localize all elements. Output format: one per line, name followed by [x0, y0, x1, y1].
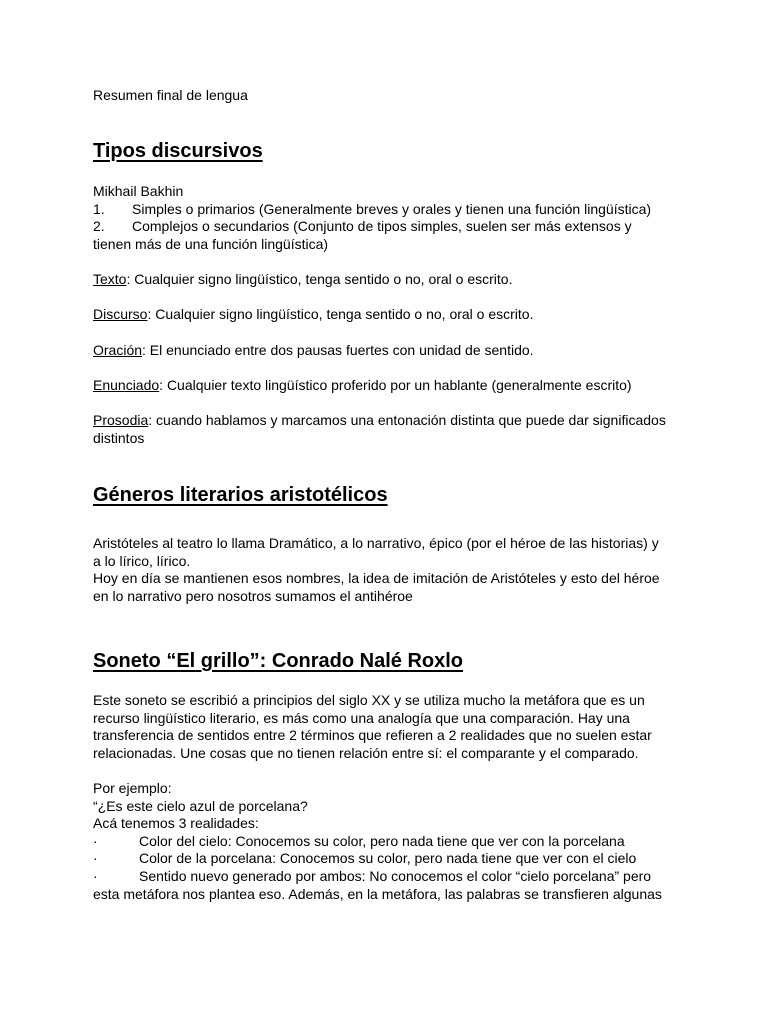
- definition-text: : Cualquier texto lingüístico proferido por un hablante (generalmente escrito): [159, 377, 632, 393]
- definition-texto: [93, 271, 683, 289]
- definition-text: : cuando hablamos y marcamos una entonación distinta que puede dar significados: [148, 412, 666, 428]
- paragraph-line: Acá tenemos 3 realidades:: [93, 815, 259, 832]
- list-item: [93, 201, 683, 219]
- heading-tipos-discursivos: Tipos discursivos: [93, 140, 263, 162]
- definition-text: : Cualquier signo lingüístico, tenga sentido o no, oral o escrito.: [126, 271, 513, 287]
- list-text: Complejos o secundarios (Conjunto de tipos simples, suelen ser más extensos y: [132, 218, 632, 235]
- definition-text: : Cualquier signo lingüístico, tenga sentido o no, oral o escrito.: [147, 306, 534, 322]
- bullet-mark: ·: [93, 867, 98, 884]
- bullet-item: [93, 850, 683, 868]
- definition-discurso: [93, 306, 683, 324]
- tipos-body: [93, 183, 683, 253]
- paragraph-line: relacionadas. Une cosas que no tienen relación entre sí: el comparante y el comparado.: [93, 744, 639, 761]
- paragraph-line: transferencia de sentidos entre 2 términos que refieren a 2 realidades que no suelen estar: [93, 727, 652, 744]
- definition-enunciado: [93, 377, 683, 395]
- heading-generos-literarios: Géneros literarios aristotélicos: [93, 484, 388, 506]
- author-name: Mikhail Bakhin: [93, 183, 184, 199]
- bullet-mark: ·: [93, 832, 98, 849]
- paragraph-line: Hoy en día se mantienen esos nombres, la idea de imitación de Aristóteles y esto del héroe: [93, 570, 660, 587]
- paragraph-line: Este soneto se escribió a principios del siglo XX y se utiliza mucho la metáfora que es un: [93, 692, 645, 708]
- list-item-continuation: tienen más de una función lingüística): [93, 235, 329, 252]
- term-prosodia: Prosodia: [93, 412, 149, 428]
- bullet-item: [93, 868, 683, 886]
- soneto-intro-paragraph: [93, 692, 683, 762]
- term-texto: Texto: [93, 271, 127, 287]
- paragraph-line: recurso lingüístico literario, es más como una analogía que una comparación. Hay una: [93, 709, 630, 726]
- term-enunciado: Enunciado: [93, 377, 160, 393]
- definition-continuation: distintos: [93, 429, 145, 446]
- bullet-text: Sentido nuevo generado por ambos: No conocemos el color “cielo porcelana” pero: [139, 867, 652, 884]
- term-discurso: Discurso: [93, 306, 148, 322]
- generos-paragraph: [93, 535, 683, 605]
- paragraph-line: en lo narrativo pero nosotros sumamos el antihéroe: [93, 587, 413, 604]
- term-oracion: Oración: [93, 342, 143, 358]
- soneto-example: [93, 780, 683, 903]
- definition-oracion: [93, 342, 683, 360]
- definition-text: : El enunciado entre dos pausas fuertes con unidad de sentido.: [142, 342, 534, 358]
- paragraph-line: “¿Es este cielo azul de porcelana?: [93, 797, 308, 814]
- list-text: Simples o primarios (Generalmente breves y orales y tienen una función lingüística): [132, 200, 652, 217]
- definition-line: [93, 412, 683, 430]
- paragraph-line: a lo lírico, lírico.: [93, 552, 191, 569]
- paragraph-line: Aristóteles al teatro lo llama Dramático, a lo narrativo, épico (por el héroe de las historias) y: [93, 535, 659, 551]
- bullet-mark: ·: [93, 850, 98, 867]
- list-item: [93, 218, 683, 236]
- document-title: Resumen final de lengua: [93, 87, 248, 103]
- paragraph-line: Por ejemplo:: [93, 780, 172, 796]
- definition-prosodia: [93, 412, 683, 447]
- list-number: 1.: [93, 200, 105, 217]
- list-number: 2.: [93, 218, 105, 235]
- bullet-item: [93, 833, 683, 851]
- bullet-continuation: esta metáfora nos plantea eso. Además, en la metáfora, las palabras se transfieren algunas: [93, 885, 662, 902]
- bullet-text: Color de la porcelana: Conocemos su color, pero nada tiene que ver con el cielo: [139, 850, 637, 867]
- bullet-text: Color del cielo: Conocemos su color, pero nada tiene que ver con la porcelana: [139, 832, 625, 849]
- heading-soneto-el-grillo: Soneto “El grillo”: Conrado Nalé Roxlo: [93, 650, 464, 672]
